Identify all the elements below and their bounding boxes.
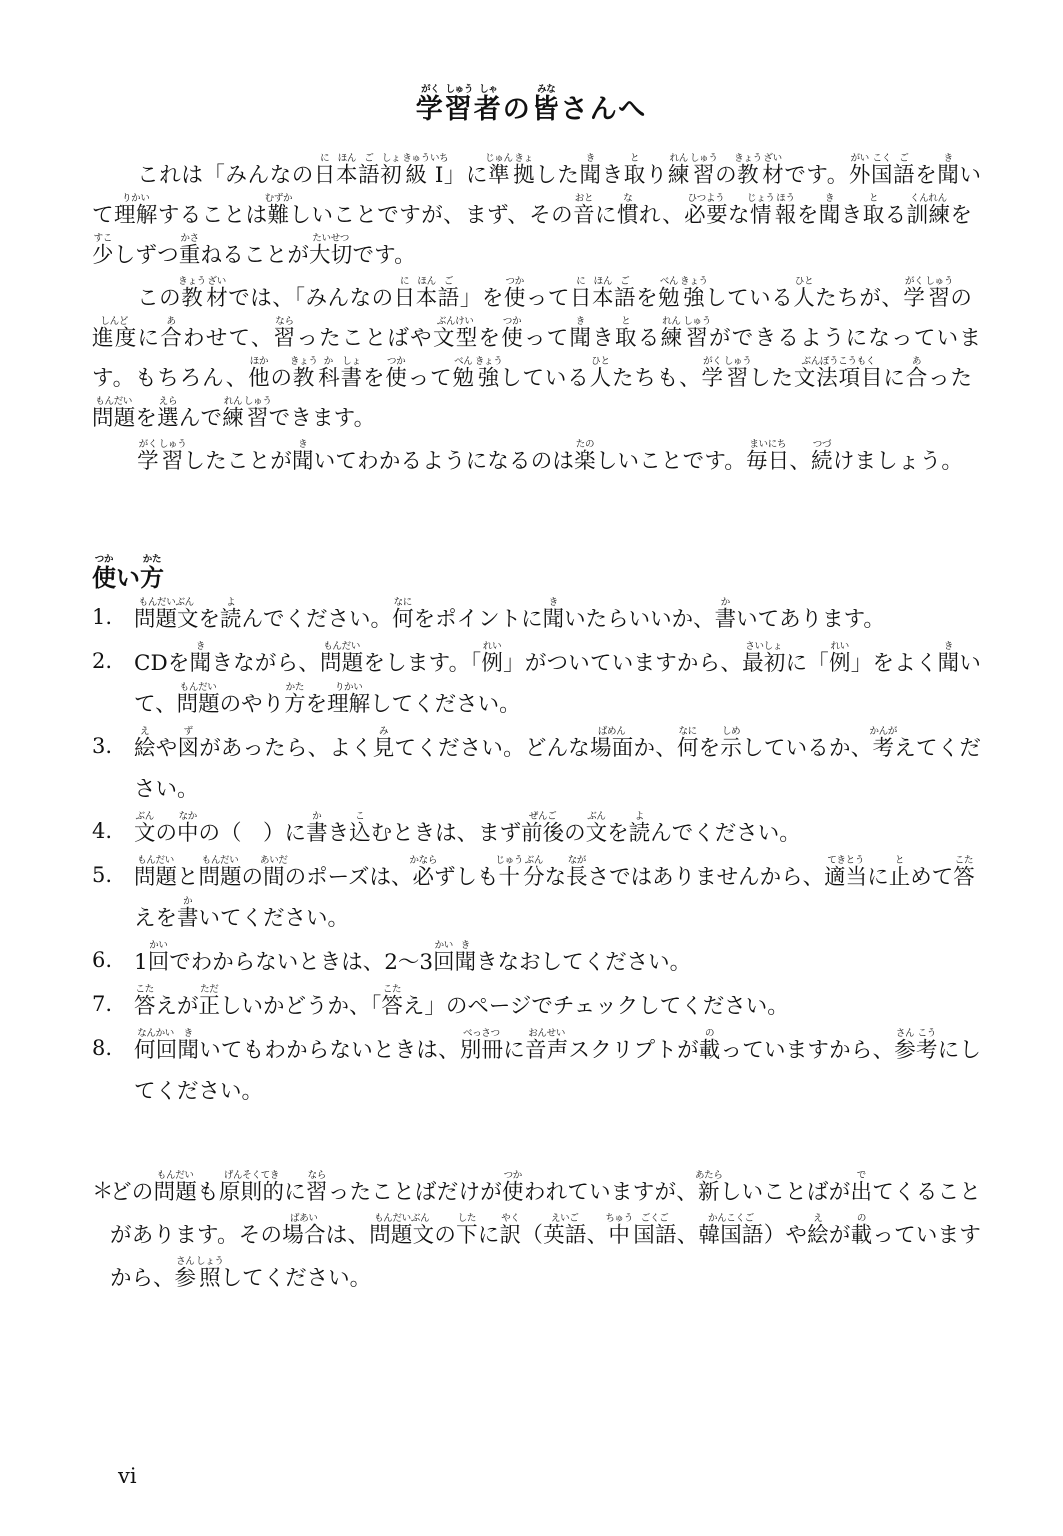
step-number: 2.: [92, 649, 113, 674]
step-text: 問題もんだいと問題もんだいの間あいだのポーズは、必かならずしも十じゅう分ぶんな長ながさではありませんから、適当てきとうに止とめて答こたえを書かいてください。: [134, 855, 975, 932]
footnote-section: [92, 1170, 981, 1300]
step-number: 3.: [92, 734, 113, 759]
intro-paragraph-1: これは「みんなの日に本ほん語ご初しょ級きゅうⅠいち」に準じゅん拠きょした聞きき取とり練れん習しゅうの教きょう材ざいです。外がい国こく語ごを聞きいて理解りかいすることは難むずかしいことですが、まず、その音おとに慣なれ、必要ひつような情じょう報ほうを聞きき取とる訓練くんれんを少すこしずつ重かさねることが大切たいせつです。: [92, 153, 982, 268]
step-text: 1回かいでわからないときは、2〜3回かい聞ききなおしてください。: [134, 940, 692, 976]
step-number: 4.: [92, 819, 113, 844]
footnote-text: どの問題もんだいも原則的げんそくてきに習ならったことばだけが使つかわれていますが、新あたらしいことばが出でてくることがあります。その場合ばあいは、問題文もんだいぶんの下したに訳やく（英語えいご、中ちゅう国語ごくご、韓国語かんこくご）や絵えが載のっていますから、参さん照しょうしてください。: [110, 1170, 981, 1292]
footnote: [92, 1170, 981, 1300]
step-text: 問題文もんだいぶんを読よんでください。何なにをポイントに聞きいたらいいか、書かいてあります。: [134, 597, 885, 633]
step-number: 7.: [92, 992, 113, 1017]
step-text: 絵えや図ずがあったら、よく見みてください。どんな場面ばめんか、何なにを示しめしているか、考かんがえてください。: [134, 726, 981, 803]
howto-step: [92, 940, 981, 983]
intro-paragraph-3: 学がく習しゅうしたことが聞きいてわかるようになるのは楽たのしいことです。毎日まいにち、続つづけましょう。: [137, 439, 964, 474]
intro-section: [92, 153, 981, 482]
step-number: 6.: [92, 948, 113, 973]
step-text: 答こたえが正ただしいかどうか、「答こたえ」のページでチェックしてください。: [134, 984, 789, 1020]
step-number: 8.: [92, 1036, 113, 1061]
page-number: vi: [118, 1464, 137, 1488]
howto-step: [92, 641, 981, 725]
howto-heading: 使つかい方かた: [92, 554, 164, 592]
howto-step: [92, 811, 981, 854]
step-text: 何回なんかい聞きいてもわからないときは、別冊べっさつに音声おんせいスクリプトが載のっていますから、参さん考こうにしてください。: [134, 1028, 981, 1105]
step-number: 1.: [92, 605, 113, 630]
asterisk-marker: ＊: [92, 1179, 114, 1205]
howto-step: [92, 1028, 981, 1112]
howto-step: [92, 855, 981, 939]
howto-step-list: [92, 597, 981, 1112]
page-title: 学がく習しゅう者しゃの皆みなさんへ: [415, 84, 648, 125]
page-content: [0, 153, 1063, 1300]
howto-step: [92, 726, 981, 810]
howto-section: [92, 554, 981, 1112]
step-number: 5.: [92, 863, 113, 888]
howto-step: [92, 984, 981, 1027]
step-text: 文ぶんの中なかの（ ）に書かき込こむときは、まず前後ぜんごの文ぶんを読よんでください。: [134, 811, 801, 847]
intro-paragraph-2: この教きょう材ざいでは、「みんなの日に本ほん語ご」を使つかって日に本ほん語ごを勉べん強きょうしている人ひとたちが、学がく習しゅうの進度しんどに合あわせて、習ならったことばや文型ぶんけいを使つかって聞きき取とる練れん習しゅうができるようになっています。もちろん、他ほかの教きょう科か書しょを使つかって勉べん強きょうしている人ひとたちも、学がく習しゅうした文法項目ぶんぽうこうもくに合あった問題もんだいを選えらんで練れん習しゅうできます。: [92, 276, 982, 431]
howto-step: [92, 597, 981, 640]
step-text: CDを聞ききながら、問題もんだいをします。「例れい」がついていますから、最初さいしょに「例れい」をよく聞きいて、問題もんだいのやり方かたを理解りかいしてください。: [134, 641, 981, 718]
